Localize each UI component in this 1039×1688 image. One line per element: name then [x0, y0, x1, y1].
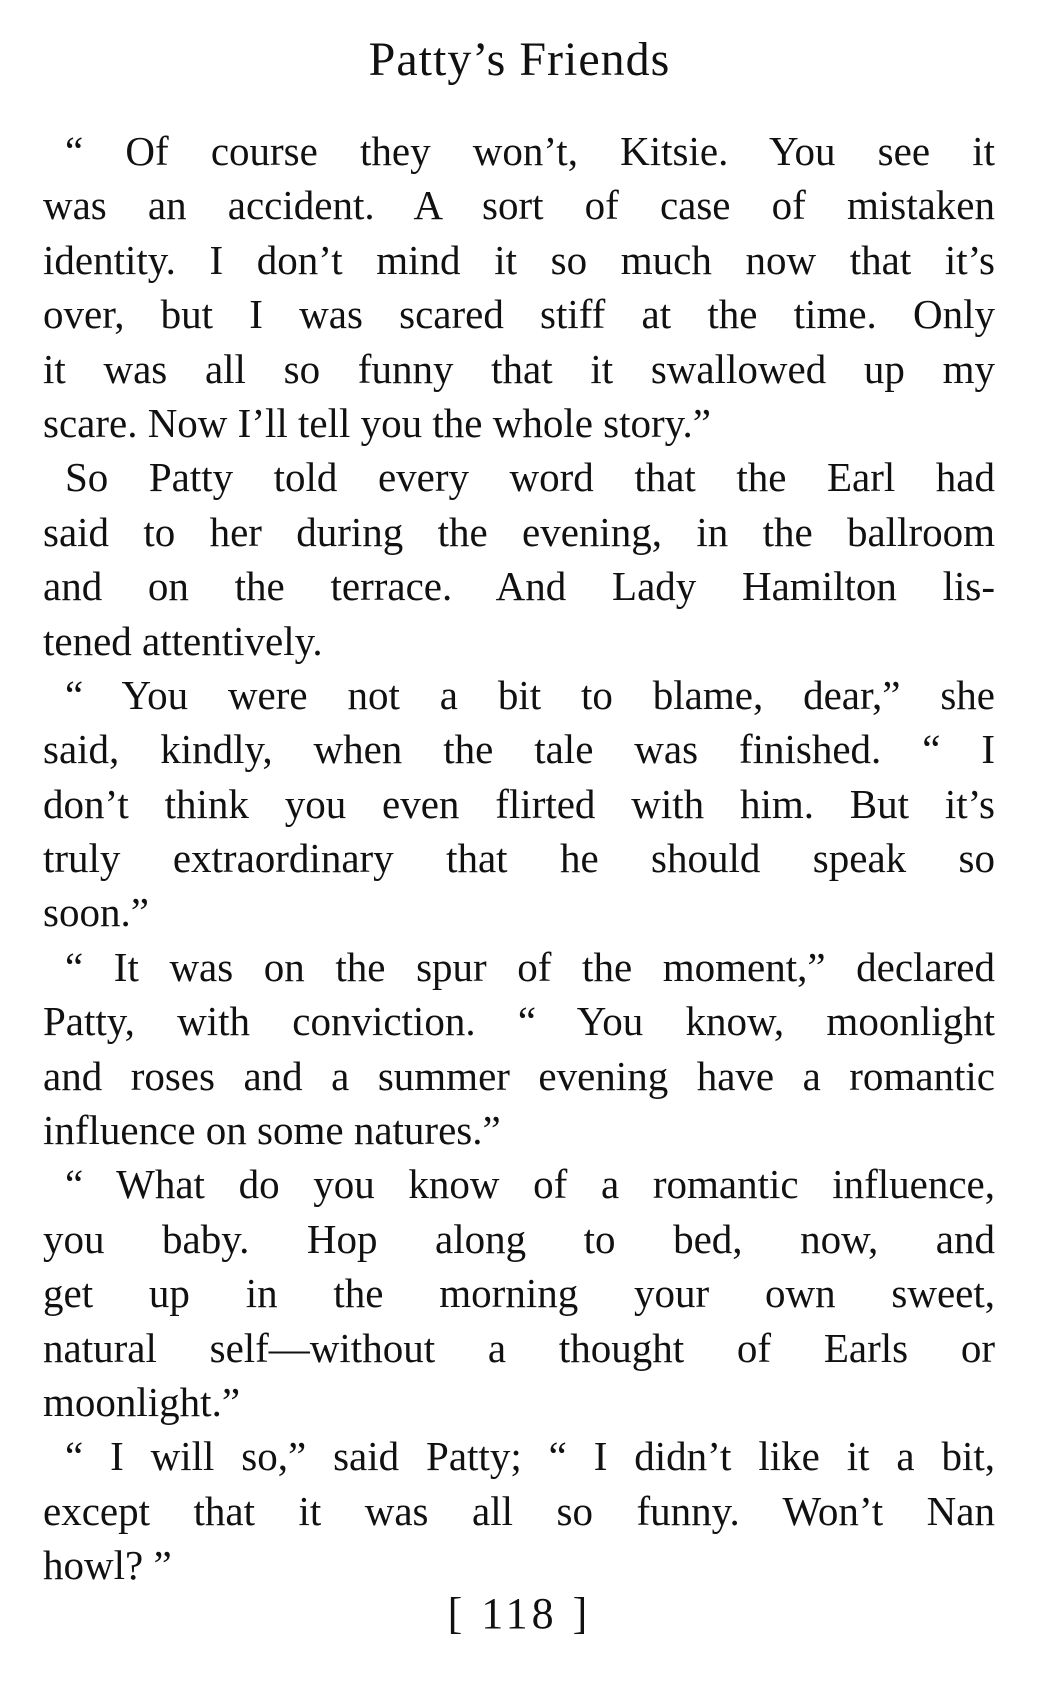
text-line: except that it was all so funny. Won’t Nan [43, 1487, 995, 1534]
text-line: “ It was on the spur of the moment,” declared [65, 943, 995, 990]
text-line: identity. I don’t mind it so much now that it’s [43, 236, 995, 283]
running-head: Patty’s Friends [368, 33, 671, 86]
text-line: it was all so funny that it swallowed up my [43, 345, 995, 392]
text-line: moonlight.” [43, 1378, 241, 1425]
paragraph [43, 124, 995, 450]
text-line: “ You were not a bit to blame, dear,” she [65, 671, 995, 718]
text-line: Patty, with conviction. “ You know, moonlight [43, 998, 995, 1045]
text-line: truly extraordinary that he should speak so [43, 835, 995, 882]
text-line: over, but I was scared stiff at the time. Only [43, 291, 995, 338]
text-line: soon.” [43, 889, 149, 936]
text-line: and roses and a summer evening have a romantic [43, 1052, 995, 1099]
text-line: said to her during the evening, in the ballroom [43, 508, 995, 555]
text-line: scare. Now I’ll tell you the whole story.” [43, 399, 711, 446]
text-line: “ I will so,” said Patty; “ I didn’t like it a bit, [65, 1433, 995, 1480]
text-line: get up in the morning your own sweet, [43, 1270, 995, 1317]
paragraph [43, 668, 995, 940]
text-line: was an accident. A sort of case of mistaken [43, 182, 995, 229]
body-text [43, 124, 995, 1593]
text-line: you baby. Hop along to bed, now, and [43, 1215, 995, 1262]
text-line: natural self—without a thought of Earls or [43, 1324, 995, 1371]
text-line: howl? ” [43, 1542, 172, 1589]
text-line: and on the terrace. And Lady Hamilton lis- [43, 563, 995, 610]
paragraph [43, 940, 995, 1158]
paragraph [43, 1429, 995, 1592]
text-line: “ What do you know of a romantic influence, [65, 1161, 995, 1208]
text-line: So Patty told every word that the Earl had [65, 454, 995, 501]
text-line: “ Of course they won’t, Kitsie. You see it [65, 128, 995, 174]
paragraph [43, 1157, 995, 1429]
paragraph [43, 450, 995, 668]
text-line: don’t think you even flirted with him. But it’s [43, 780, 995, 827]
text-line: said, kindly, when the tale was finished. “ I [43, 726, 995, 773]
text-line: influence on some natures.” [43, 1107, 501, 1154]
page-number: [ 118 ] [447, 1589, 592, 1638]
text-line: tened attentively. [43, 617, 323, 664]
